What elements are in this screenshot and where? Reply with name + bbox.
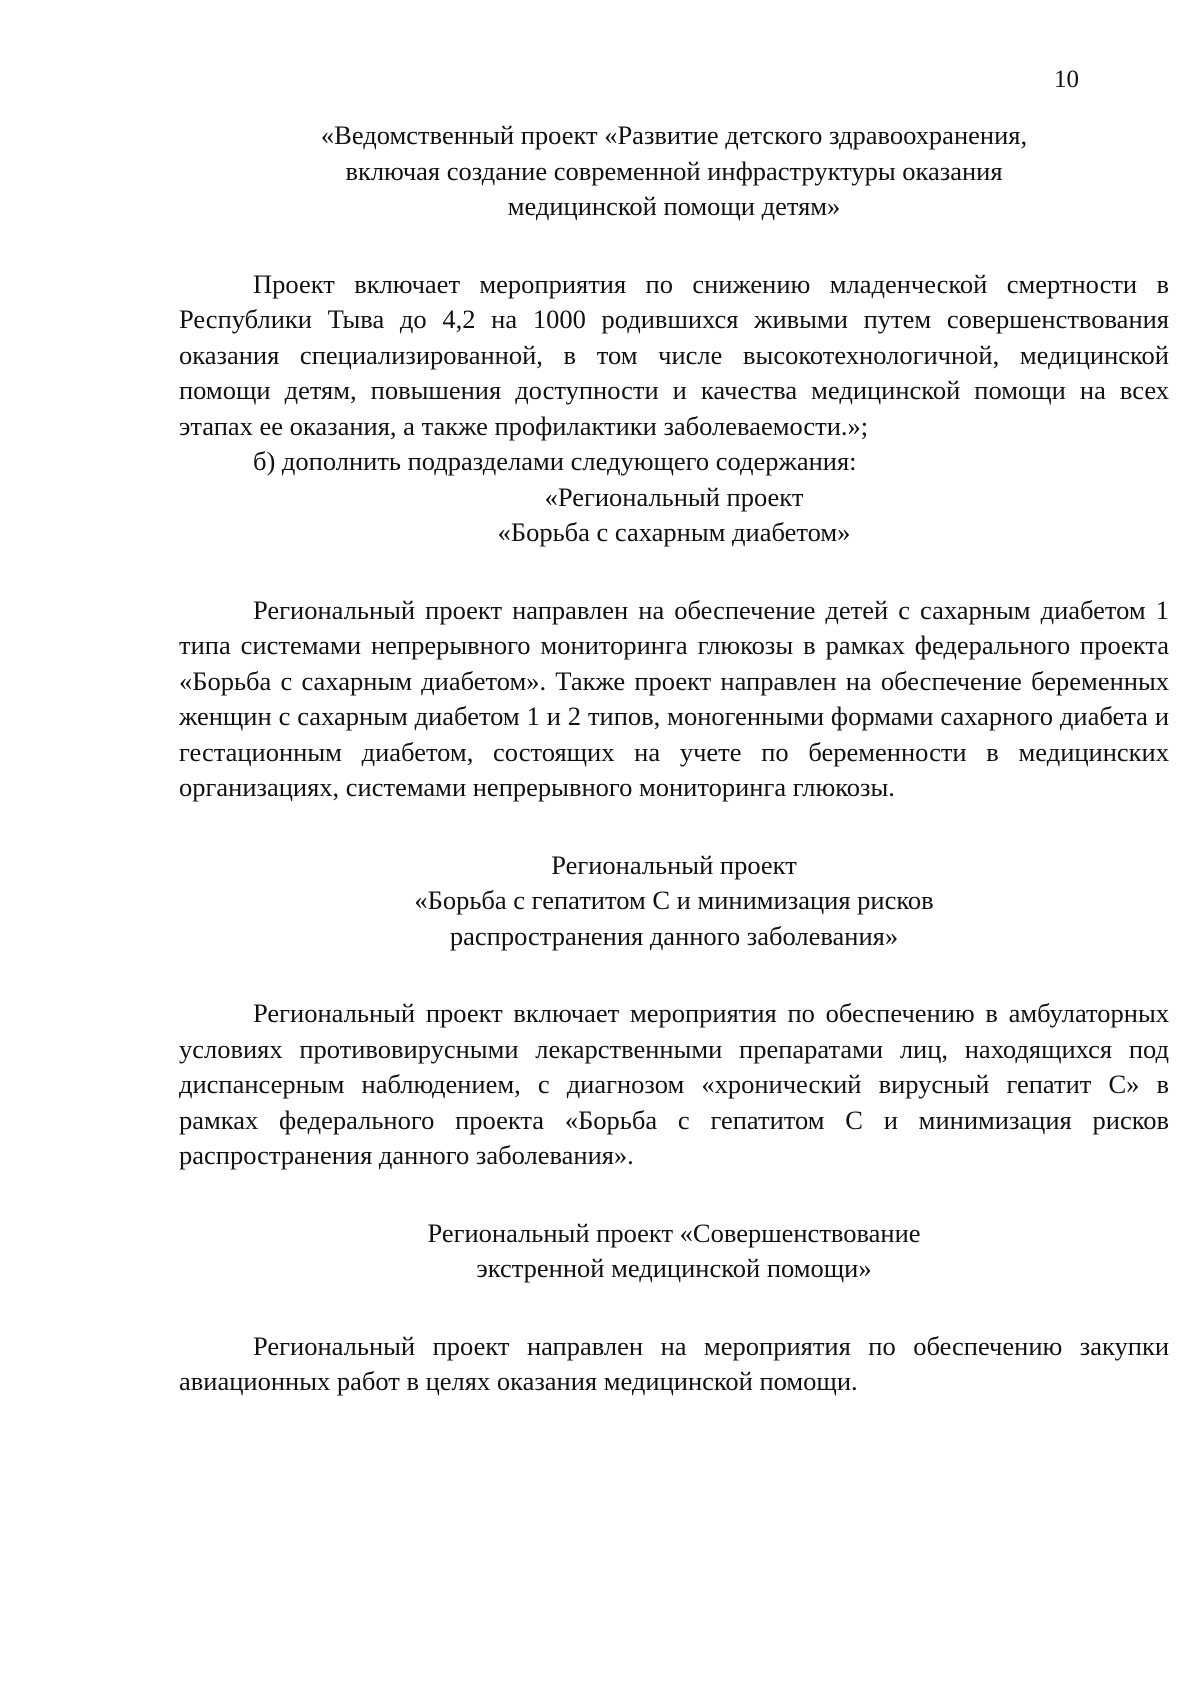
paragraph-infant-mortality: Проект включает мероприятия по снижению младенческой смертности в Республики Тыва до 4,2 на 1000 родившихся живыми путем совершенствования оказания специализированной, в том числе высокотехнологичной, медицинской помощи детям, повышения доступности и качества медицинской помощи на всех этапах ее оказания, а также профилактики заболеваемости.»; (179, 268, 1169, 441)
heading-line: «Борьба с сахарным диабетом» (497, 517, 851, 547)
section-heading-diabetes (179, 480, 1169, 551)
paragraph-emergency-care: Региональный проект направлен на мероприятия по обеспечению закупки авиационных работ в целях оказания медицинской помощи. (179, 1330, 1169, 1396)
heading-line: медицинской помощи детям» (507, 191, 841, 221)
heading-line: «Борьба с гепатитом С и минимизация рисков (414, 885, 934, 915)
heading-line: «Региональный проект (544, 481, 804, 512)
heading-line: экстренной медицинской помощи» (476, 1253, 872, 1283)
paragraph-supplement-subsections: б) дополнить подразделами следующего содержания: (253, 446, 857, 476)
section-heading-hepatitis (179, 848, 1169, 955)
section-heading-emergency-care (179, 1216, 1169, 1287)
page-number: 10 (1054, 66, 1079, 93)
paragraph-hepatitis: Региональный проект включает мероприятия по обеспечению в амбулаторных условиях противовирусными лекарственными препаратами лиц, находящихся под диспансерным наблюдением, с диагнозом «хронический вирусный гепатит С» в рамках федерального проекта «Борьба с гепатитом С и минимизация рисков распространения данного заболевания». (179, 998, 1169, 1170)
heading-line: Региональный проект (551, 849, 797, 880)
section-heading-child-healthcare (179, 118, 1169, 225)
heading-line: «Ведомственный проект «Развитие детского здравоохранения, (320, 120, 1028, 150)
document-body (179, 118, 1169, 1400)
paragraph-diabetes: Региональный проект направлен на обеспечение детей с сахарным диабетом 1 типа системами непрерывного мониторинга глюкозы в рамках федерального проекта «Борьба с сахарным диабетом». Также проект направлен на обеспечение беременных женщин с сахарным диабетом 1 и 2 типов, моногенными формами сахарного диабета и гестационным диабетом, состоящих на учете по беременности в медицинских организациях, системами непрерывного мониторинга глюкозы. (179, 594, 1169, 802)
heading-line: включая создание современной инфраструктуры оказания (345, 155, 1003, 186)
heading-line: Региональный проект «Совершенствование (427, 1217, 921, 1248)
heading-line: распространения данного заболевания» (449, 920, 899, 951)
